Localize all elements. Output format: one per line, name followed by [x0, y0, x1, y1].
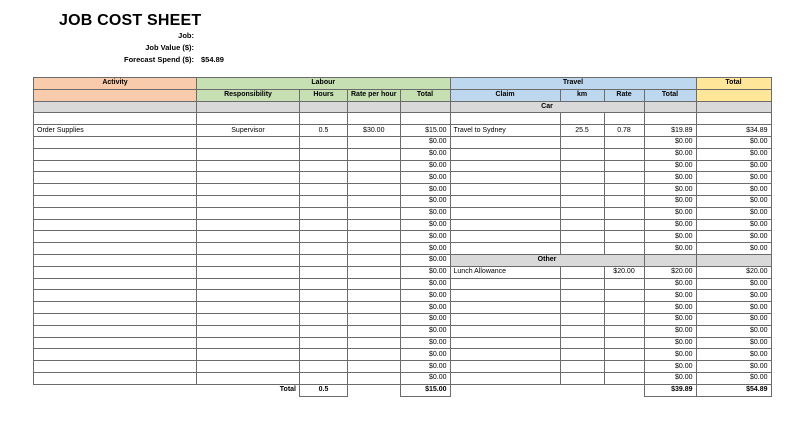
cell-km[interactable]: [560, 172, 604, 184]
cell-trate[interactable]: [604, 207, 644, 219]
cell-activity[interactable]: Order Supplies: [34, 125, 197, 137]
cell-trate[interactable]: [604, 302, 644, 314]
cell-responsibility[interactable]: [197, 302, 300, 314]
cell-activity[interactable]: [34, 361, 197, 373]
cell-trate[interactable]: [604, 160, 644, 172]
cell-trate[interactable]: [604, 243, 644, 255]
cell-activity[interactable]: [34, 254, 197, 266]
cell-responsibility[interactable]: [197, 219, 300, 231]
cell-rate[interactable]: [348, 302, 401, 314]
cell-km[interactable]: [560, 325, 604, 337]
cell-travel-total[interactable]: $0.00: [644, 172, 696, 184]
header-activity[interactable]: Activity: [34, 78, 197, 90]
cell-claim[interactable]: [450, 349, 560, 361]
cell-travel-total[interactable]: $0.00: [644, 136, 696, 148]
cell[interactable]: [197, 113, 300, 125]
header-rate[interactable]: Rate: [604, 89, 644, 101]
table-row: [34, 361, 772, 373]
cell-claim[interactable]: [450, 136, 560, 148]
cell-rate[interactable]: [348, 361, 401, 373]
cell-km[interactable]: [560, 148, 604, 160]
header-rate-per-hour[interactable]: Rate per hour: [348, 89, 401, 101]
cell-hours[interactable]: [300, 278, 348, 290]
cell-hours[interactable]: [300, 290, 348, 302]
cell-claim[interactable]: [450, 361, 560, 373]
table-row: [34, 266, 772, 278]
cell-responsibility[interactable]: [197, 160, 300, 172]
cell-km[interactable]: [560, 278, 604, 290]
cell-hours[interactable]: [300, 172, 348, 184]
cell-travel-total[interactable]: $0.00: [644, 219, 696, 231]
cell-labour-total[interactable]: $0.00: [400, 184, 450, 196]
cell-trate[interactable]: [604, 290, 644, 302]
cell-km[interactable]: [560, 349, 604, 361]
header-total-sub[interactable]: [696, 89, 771, 101]
grand-total[interactable]: $54.89: [696, 384, 771, 396]
cell-claim[interactable]: [450, 148, 560, 160]
table-row: [34, 231, 772, 243]
cell-total[interactable]: $0.00: [696, 278, 771, 290]
cell-trate[interactable]: [604, 349, 644, 361]
cell-claim[interactable]: [450, 325, 560, 337]
cell-travel-total[interactable]: $0.00: [644, 184, 696, 196]
blank: [34, 384, 197, 396]
cell-activity[interactable]: [34, 349, 197, 361]
cell[interactable]: [197, 101, 300, 113]
cell-labour-total[interactable]: $0.00: [400, 195, 450, 207]
cell-rate[interactable]: [348, 184, 401, 196]
cell-activity[interactable]: [34, 231, 197, 243]
cell-activity[interactable]: [34, 278, 197, 290]
cell-km[interactable]: [560, 302, 604, 314]
total-labour[interactable]: $15.00: [400, 384, 450, 396]
cell-travel-total[interactable]: $0.00: [644, 278, 696, 290]
cell-trate[interactable]: [604, 231, 644, 243]
cell-trate[interactable]: [604, 184, 644, 196]
cell-total[interactable]: $0.00: [696, 243, 771, 255]
cell-rate[interactable]: [348, 219, 401, 231]
cell-labour-total[interactable]: $15.00: [400, 125, 450, 137]
cell[interactable]: [644, 101, 696, 113]
cell[interactable]: [400, 101, 450, 113]
table-row: [34, 148, 772, 160]
blank: [450, 384, 560, 396]
table-row: [34, 172, 772, 184]
table-row: [34, 290, 772, 302]
cell-rate[interactable]: [348, 172, 401, 184]
cell-km[interactable]: [560, 136, 604, 148]
cell-claim[interactable]: [450, 231, 560, 243]
cell-claim[interactable]: Lunch Allowance: [450, 266, 560, 278]
header-responsibility[interactable]: Responsibility: [197, 89, 300, 101]
cell-responsibility[interactable]: [197, 349, 300, 361]
cell-activity[interactable]: [34, 302, 197, 314]
cell-activity[interactable]: [34, 219, 197, 231]
cell-hours[interactable]: [300, 184, 348, 196]
cell-km[interactable]: [560, 219, 604, 231]
table-row: [34, 219, 772, 231]
cell-total[interactable]: $0.00: [696, 148, 771, 160]
cell-total[interactable]: $34.89: [696, 125, 771, 137]
cell-total[interactable]: $20.00: [696, 266, 771, 278]
cell-rate[interactable]: [348, 231, 401, 243]
cell-labour-total[interactable]: $0.00: [400, 148, 450, 160]
cell-rate[interactable]: [348, 254, 401, 266]
cell-hours[interactable]: [300, 243, 348, 255]
cell-labour-total[interactable]: $0.00: [400, 372, 450, 384]
cell-responsibility[interactable]: [197, 243, 300, 255]
cell-responsibility[interactable]: [197, 172, 300, 184]
cell-trate[interactable]: $20.00: [604, 266, 644, 278]
cell-labour-total[interactable]: $0.00: [400, 243, 450, 255]
cell-claim[interactable]: [450, 313, 560, 325]
cell-labour-total[interactable]: $0.00: [400, 231, 450, 243]
cell-total[interactable]: $0.00: [696, 337, 771, 349]
sheet-title: JOB COST SHEET: [59, 12, 202, 29]
cell-claim[interactable]: [450, 243, 560, 255]
table-row: [34, 125, 772, 137]
cell-labour-total[interactable]: $0.00: [400, 302, 450, 314]
table-row: [34, 195, 772, 207]
cell-hours[interactable]: [300, 195, 348, 207]
spacer-row: [34, 113, 772, 125]
table-row: [34, 243, 772, 255]
cell-total[interactable]: $0.00: [696, 349, 771, 361]
blank: [604, 384, 644, 396]
cell-rate[interactable]: [348, 207, 401, 219]
header-travel-total[interactable]: Total: [644, 89, 696, 101]
table-row: [34, 184, 772, 196]
cell-rate[interactable]: [348, 313, 401, 325]
cell-labour-total[interactable]: $0.00: [400, 313, 450, 325]
section-car-label[interactable]: Car: [450, 101, 644, 113]
cell-hours[interactable]: [300, 349, 348, 361]
cell[interactable]: [348, 101, 401, 113]
forecast-spend-value: $54.89: [201, 55, 224, 64]
cell-responsibility[interactable]: [197, 372, 300, 384]
totals-label[interactable]: Total: [279, 386, 296, 394]
cell[interactable]: [696, 254, 771, 266]
cell-travel-total[interactable]: $0.00: [644, 361, 696, 373]
cell-claim[interactable]: [450, 302, 560, 314]
cell-travel-total[interactable]: $0.00: [644, 372, 696, 384]
cell-travel-total[interactable]: $0.00: [644, 160, 696, 172]
cell-activity[interactable]: [34, 313, 197, 325]
cell-labour-total[interactable]: $0.00: [400, 337, 450, 349]
table-row: [34, 349, 772, 361]
cell-travel-total[interactable]: $20.00: [644, 266, 696, 278]
cell[interactable]: [34, 101, 197, 113]
cell[interactable]: [644, 254, 696, 266]
header-row-groups: [34, 78, 772, 90]
cell-responsibility[interactable]: [197, 184, 300, 196]
cell-activity[interactable]: [34, 207, 197, 219]
cell-hours[interactable]: [300, 325, 348, 337]
cell-labour-total[interactable]: $0.00: [400, 290, 450, 302]
cell-activity[interactable]: [34, 290, 197, 302]
total-hours[interactable]: 0.5: [300, 384, 348, 396]
cell-rate[interactable]: [348, 290, 401, 302]
totals-row: [34, 384, 772, 396]
cell-trate[interactable]: [604, 372, 644, 384]
cell-travel-total[interactable]: $0.00: [644, 313, 696, 325]
header-labour[interactable]: Labour: [197, 78, 451, 90]
cell-responsibility[interactable]: [197, 325, 300, 337]
table-row: [34, 278, 772, 290]
table-row: [34, 302, 772, 314]
cell-activity[interactable]: [34, 195, 197, 207]
cell-claim[interactable]: [450, 278, 560, 290]
cell-km[interactable]: [560, 372, 604, 384]
cell-rate[interactable]: [348, 349, 401, 361]
cell-responsibility[interactable]: Supervisor: [197, 125, 300, 137]
header-row-columns: [34, 89, 772, 101]
cell-labour-total[interactable]: $0.00: [400, 325, 450, 337]
cell-labour-total[interactable]: $0.00: [400, 207, 450, 219]
cell-responsibility[interactable]: [197, 254, 300, 266]
forecast-spend-label: Forecast Spend ($):: [123, 55, 194, 64]
cell-rate[interactable]: [348, 372, 401, 384]
cell-claim[interactable]: [450, 160, 560, 172]
cell-responsibility[interactable]: [197, 313, 300, 325]
table-row: [34, 136, 772, 148]
cell-hours[interactable]: [300, 372, 348, 384]
cell-labour-total[interactable]: $0.00: [400, 160, 450, 172]
blank: [348, 384, 401, 396]
cell-rate[interactable]: [348, 278, 401, 290]
table-row: [34, 254, 772, 266]
cell-rate[interactable]: [348, 136, 401, 148]
cell-total[interactable]: $0.00: [696, 302, 771, 314]
cell-trate[interactable]: [604, 148, 644, 160]
cell-responsibility[interactable]: [197, 148, 300, 160]
cell-total[interactable]: $0.00: [696, 195, 771, 207]
cell-total[interactable]: $0.00: [696, 372, 771, 384]
cell-activity[interactable]: [34, 337, 197, 349]
cell-responsibility[interactable]: [197, 195, 300, 207]
cell-total[interactable]: $0.00: [696, 231, 771, 243]
cell-activity[interactable]: [34, 184, 197, 196]
header-claim[interactable]: Claim: [450, 89, 560, 101]
cell-hours[interactable]: [300, 219, 348, 231]
cell-trate[interactable]: 0.78: [604, 125, 644, 137]
cell-activity[interactable]: [34, 266, 197, 278]
cell-travel-total[interactable]: $0.00: [644, 231, 696, 243]
cell-total[interactable]: $0.00: [696, 136, 771, 148]
cell-total[interactable]: $0.00: [696, 172, 771, 184]
cell-rate[interactable]: [348, 195, 401, 207]
cell-hours[interactable]: [300, 160, 348, 172]
cell[interactable]: [400, 113, 450, 125]
cell-travel-total[interactable]: $0.00: [644, 302, 696, 314]
cell-hours[interactable]: [300, 148, 348, 160]
cell-km[interactable]: [560, 231, 604, 243]
cell-hours[interactable]: [300, 231, 348, 243]
cell-km[interactable]: [560, 266, 604, 278]
cell-trate[interactable]: [604, 325, 644, 337]
cell-claim[interactable]: [450, 207, 560, 219]
cell-km[interactable]: [560, 160, 604, 172]
cell-activity[interactable]: [34, 148, 197, 160]
cell-trate[interactable]: [604, 219, 644, 231]
cell-total[interactable]: $0.00: [696, 361, 771, 373]
cell-total[interactable]: $0.00: [696, 219, 771, 231]
cell-responsibility[interactable]: [197, 266, 300, 278]
cell[interactable]: [300, 113, 348, 125]
cell[interactable]: [644, 113, 696, 125]
cell-trate[interactable]: [604, 172, 644, 184]
cell-km[interactable]: 25.5: [560, 125, 604, 137]
cell-total[interactable]: $0.00: [696, 160, 771, 172]
cell-responsibility[interactable]: [197, 278, 300, 290]
cell[interactable]: [604, 113, 644, 125]
cell-labour-total[interactable]: $0.00: [400, 219, 450, 231]
section-other-label[interactable]: Other: [450, 254, 644, 266]
cell-labour-total[interactable]: $0.00: [400, 254, 450, 266]
cell-km[interactable]: [560, 361, 604, 373]
cell-trate[interactable]: [604, 136, 644, 148]
cell[interactable]: [696, 101, 771, 113]
cell-hours[interactable]: [300, 313, 348, 325]
header-total[interactable]: Total: [696, 78, 771, 90]
cell[interactable]: [300, 101, 348, 113]
cell-rate[interactable]: [348, 337, 401, 349]
cell-travel-total[interactable]: $0.00: [644, 195, 696, 207]
cell-trate[interactable]: [604, 278, 644, 290]
cell-km[interactable]: [560, 337, 604, 349]
cell[interactable]: [348, 113, 401, 125]
cell-claim[interactable]: [450, 290, 560, 302]
cell-responsibility[interactable]: [197, 361, 300, 373]
cell-claim[interactable]: [450, 172, 560, 184]
cell-hours[interactable]: [300, 337, 348, 349]
cell-km[interactable]: [560, 195, 604, 207]
cell-claim[interactable]: [450, 372, 560, 384]
cell[interactable]: [560, 113, 604, 125]
cell-total[interactable]: $0.00: [696, 313, 771, 325]
cell-responsibility[interactable]: [197, 231, 300, 243]
cell-hours[interactable]: [300, 266, 348, 278]
table-row: [34, 160, 772, 172]
header-hours[interactable]: Hours: [300, 89, 348, 101]
cell-labour-total[interactable]: $0.00: [400, 136, 450, 148]
cell-labour-total[interactable]: $0.00: [400, 172, 450, 184]
cell-hours[interactable]: [300, 361, 348, 373]
cell-travel-total[interactable]: $0.00: [644, 243, 696, 255]
cell-responsibility[interactable]: [197, 207, 300, 219]
cell-travel-total[interactable]: $0.00: [644, 337, 696, 349]
cell-travel-total[interactable]: $19.89: [644, 125, 696, 137]
cell-km[interactable]: [560, 290, 604, 302]
cell-km[interactable]: [560, 243, 604, 255]
cell-responsibility[interactable]: [197, 136, 300, 148]
cell-activity[interactable]: [34, 172, 197, 184]
cell-hours[interactable]: [300, 136, 348, 148]
cell-labour-total[interactable]: $0.00: [400, 278, 450, 290]
cell-total[interactable]: $0.00: [696, 290, 771, 302]
cell-hours[interactable]: [300, 254, 348, 266]
section-row-car: [34, 101, 772, 113]
cell-activity[interactable]: [34, 325, 197, 337]
table-row: [34, 337, 772, 349]
cell-rate[interactable]: [348, 325, 401, 337]
job-cost-table: [33, 77, 772, 397]
cell-rate[interactable]: [348, 243, 401, 255]
cell-claim[interactable]: Travel to Sydney: [450, 125, 560, 137]
job-value-label: Job Value ($):: [145, 43, 194, 52]
cell-responsibility[interactable]: [197, 290, 300, 302]
cell-responsibility[interactable]: [197, 337, 300, 349]
cell-hours[interactable]: [300, 302, 348, 314]
cell-km[interactable]: [560, 184, 604, 196]
total-travel[interactable]: $39.89: [644, 384, 696, 396]
table-row: [34, 313, 772, 325]
table-row: [34, 372, 772, 384]
cell-claim[interactable]: [450, 195, 560, 207]
cell-rate[interactable]: [348, 160, 401, 172]
cell-trate[interactable]: [604, 337, 644, 349]
cell-labour-total[interactable]: $0.00: [400, 266, 450, 278]
cell-total[interactable]: $0.00: [696, 184, 771, 196]
cell-trate[interactable]: [604, 313, 644, 325]
cell-hours[interactable]: 0.5: [300, 125, 348, 137]
cell[interactable]: [696, 113, 771, 125]
cell-travel-total[interactable]: $0.00: [644, 325, 696, 337]
cell-claim[interactable]: [450, 219, 560, 231]
cell-claim[interactable]: [450, 337, 560, 349]
cell-hours[interactable]: [300, 207, 348, 219]
cell-km[interactable]: [560, 313, 604, 325]
cell-claim[interactable]: [450, 184, 560, 196]
cell-km[interactable]: [560, 207, 604, 219]
table-row: [34, 207, 772, 219]
cell-labour-total[interactable]: $0.00: [400, 361, 450, 373]
cell-activity[interactable]: [34, 243, 197, 255]
cell[interactable]: [450, 113, 560, 125]
cell-rate[interactable]: [348, 148, 401, 160]
header-labour-total[interactable]: Total: [400, 89, 450, 101]
cell-travel-total[interactable]: $0.00: [644, 207, 696, 219]
cell-activity[interactable]: [34, 136, 197, 148]
header-travel[interactable]: Travel: [450, 78, 696, 90]
cell-rate[interactable]: $30.00: [348, 125, 401, 137]
cell-total[interactable]: $0.00: [696, 207, 771, 219]
cell-travel-total[interactable]: $0.00: [644, 290, 696, 302]
cell-labour-total[interactable]: $0.00: [400, 349, 450, 361]
job-label: Job:: [178, 31, 194, 40]
cell-travel-total[interactable]: $0.00: [644, 148, 696, 160]
cell-total[interactable]: $0.00: [696, 325, 771, 337]
cell[interactable]: [34, 113, 197, 125]
cell-activity[interactable]: [34, 160, 197, 172]
header-activity-sub[interactable]: [34, 89, 197, 101]
cell-trate[interactable]: [604, 361, 644, 373]
cell-rate[interactable]: [348, 266, 401, 278]
header-km[interactable]: km: [560, 89, 604, 101]
cell-travel-total[interactable]: $0.00: [644, 349, 696, 361]
blank: [560, 384, 604, 396]
table-row: [34, 325, 772, 337]
cell-activity[interactable]: [34, 372, 197, 384]
cell-trate[interactable]: [604, 195, 644, 207]
